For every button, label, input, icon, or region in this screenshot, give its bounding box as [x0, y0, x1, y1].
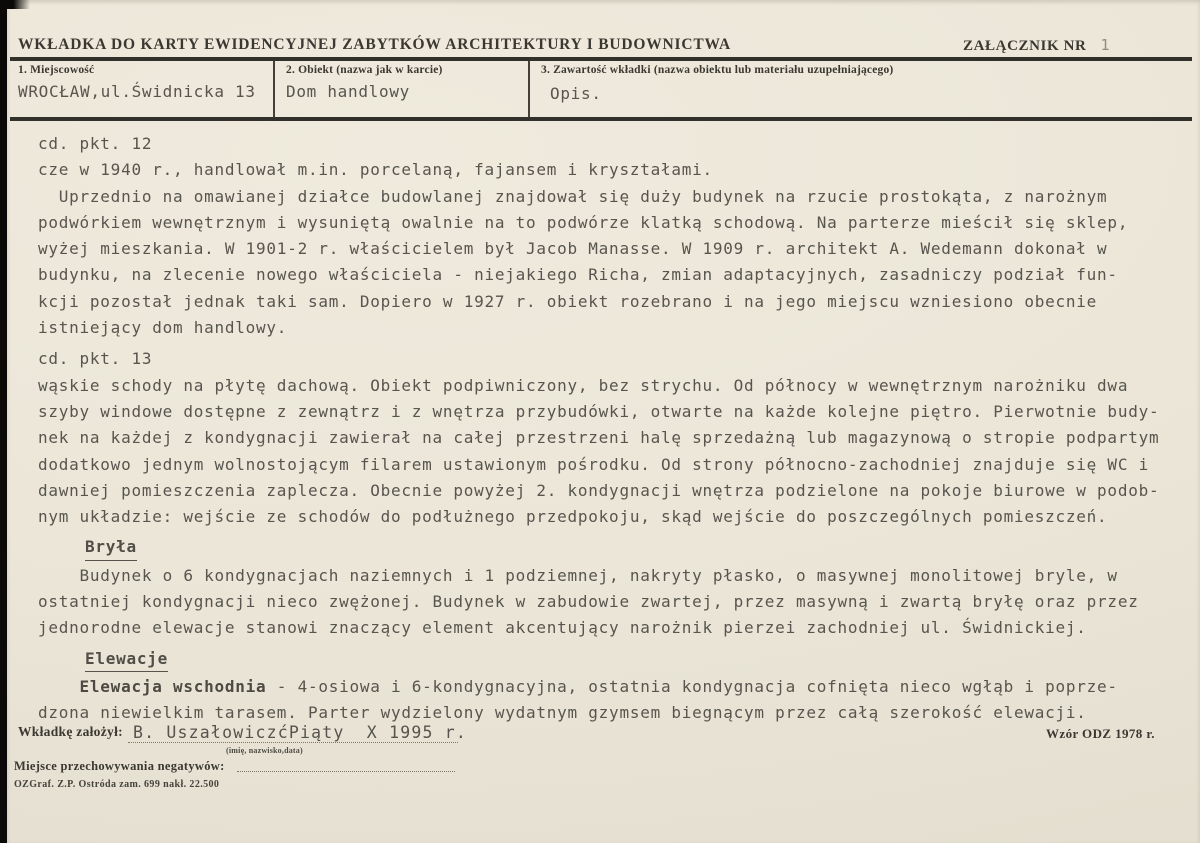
text-line: istniejący dom handlowy.: [38, 318, 288, 338]
object-label: 2. Obiekt (nazwa jak w karcie): [286, 64, 443, 76]
table-bottom-rule: [10, 117, 1192, 121]
annex-number-block: [963, 36, 1110, 55]
text-line: jednorodne elewacje stanowi znaczący element akcentujący narożnik pierzei zachodniej ul. Świdnickiej.: [38, 618, 1087, 638]
text-line: wąskie schody na płytę dachową. Obiekt podpiwniczony, bez strychu. Od północy w wewnętrznym narożniku dwa: [38, 375, 1129, 395]
table-cell-object: [286, 64, 521, 101]
text-line: nym układzie: wejście ze schodów do podłużnego przedpokoju, skąd wejście do poszczególnych pomieszczeń.: [38, 507, 1108, 527]
text-line: dzona niewielkim tarasem. Parter wydzielony wydatnym gzymsem biegnącym przez całą szerokość elewacji.: [38, 703, 1087, 723]
table-divider-1: [273, 61, 275, 117]
text-line: szyby windowe dostępne z zewnątrz i z wnętrza przybudówki, otwarte na każde kolejne piętro. Pierwotnie budy-: [38, 401, 1160, 421]
text-line: wyżej mieszkania. W 1901-2 r. właścicielem był Jacob Manasse. W 1909 r. architekt A. Wedemann dokonał w: [38, 239, 1108, 259]
section-heading: cd. pkt. 13: [38, 349, 153, 369]
section-heading: Bryła: [85, 535, 137, 561]
founder-typed-value: B. UszałowiczćPiąty X 1995 r.: [133, 723, 468, 742]
negatives-dotted-line: [237, 771, 455, 772]
section-point-13: [38, 346, 1168, 530]
locality-value: WROCŁAW,ul.Świdnicka 13: [18, 82, 256, 101]
object-value: Dom handlowy: [286, 82, 410, 101]
text-line: nek na każdej z kondygnacji zawierał na całej przestrzeni halę sprzedażną lub magazynową o stropie podpartym: [38, 428, 1160, 448]
annex-label: ZAŁĄCZNIK NR: [963, 38, 1087, 54]
locality-label: 1. Miejscowość: [18, 64, 95, 76]
section-point-12: [38, 131, 1168, 341]
section-bryla: [38, 535, 1168, 641]
text-line: Elewacja wschodnia - 4-osiowa i 6-kondygnacyjna, ostatnia kondygnacja cofnięta nieco wgłąb i poprze-: [38, 676, 1118, 696]
text-line: cze w 1940 r., handlował m.in. porcelaną, fajansem i kryształami.: [38, 160, 713, 180]
section-text: [38, 563, 1168, 642]
document-body: [38, 131, 1168, 727]
table-divider-2: [528, 61, 530, 117]
founder-label: Wkładkę założył:: [18, 724, 123, 739]
table-cell-contents: [541, 64, 1181, 103]
text-line: kcji pozostał jednak taki sam. Dopiero w 1927 r. obiekt rozebrano i na jego miejscu wzniesiono obecnie: [38, 291, 1098, 311]
text-line: podwórkiem wewnętrznym i wysuniętą owalnie na to podwórze klatką schodową. Na parterze mieścił się sklep,: [38, 212, 1129, 232]
header-rule: [10, 57, 1192, 61]
contents-label: 3. Zawartość wkładki (nazwa obiektu lub materiału uzupełniającego): [541, 64, 894, 76]
section-heading: cd. pkt. 12: [38, 134, 153, 153]
section-heading: Elewacje: [85, 647, 168, 673]
text-line: budynku, na zlecenie nowego właściciela - niejakiego Richa, zmian adaptacyjnych, zasadniczy podział fun-: [38, 265, 1118, 285]
form-title: WKŁADKA DO KARTY EWIDENCYJNEJ ZABYTKÓW ARCHITEKTURY I BUDOWNICTWA: [18, 36, 732, 53]
scan-top-corner-shadow: [0, 0, 30, 9]
founder-hint: (imię, nazwisko,data): [226, 746, 303, 755]
section-text: [38, 373, 1168, 531]
text-line: dawniej pomieszczenia zaplecza. Obecnie powyżej 2. kondygnacji wnętrza podzielone na pokoje biurowe w podob-: [38, 480, 1160, 500]
section-text: [38, 157, 1168, 341]
text-line: Uprzednio na omawianej działce budowlanej znajdował się duży budynek na rzucie prostokąta, z narożnym: [38, 186, 1108, 206]
text-line: Budynek o 6 kondygnacjach naziemnych i 1 podziemnej, nakryty płasko, o masywnej monolitowej bryle, w: [38, 565, 1118, 585]
table-cell-locality: [18, 64, 266, 101]
section-text: [38, 674, 1168, 727]
contents-value: Opis.: [550, 84, 602, 103]
printing-house-note: OZGraf. Z.P. Ostróda zam. 699 nakł. 22.500: [14, 779, 220, 790]
text-line: ostatniej kondygnacji nieco zwężonej. Budynek w zabudowie zwartej, przez masywną i zwartą bryłę oraz przez: [38, 592, 1139, 612]
scan-left-edge: [0, 0, 7, 843]
founder-dotted-line: [128, 742, 458, 743]
annex-number-value: 1: [1100, 36, 1111, 54]
form-pattern-note: Wzór ODZ 1978 r.: [1046, 726, 1155, 741]
section-elewacje: [38, 647, 1168, 727]
negatives-label: Miejsce przechowywania negatywów:: [14, 759, 225, 773]
text-line: dodatkowo jednym wolnostojącym filarem ustawionym pośrodku. Od strony północno-zachodniej znajduje się WC i: [38, 454, 1149, 474]
